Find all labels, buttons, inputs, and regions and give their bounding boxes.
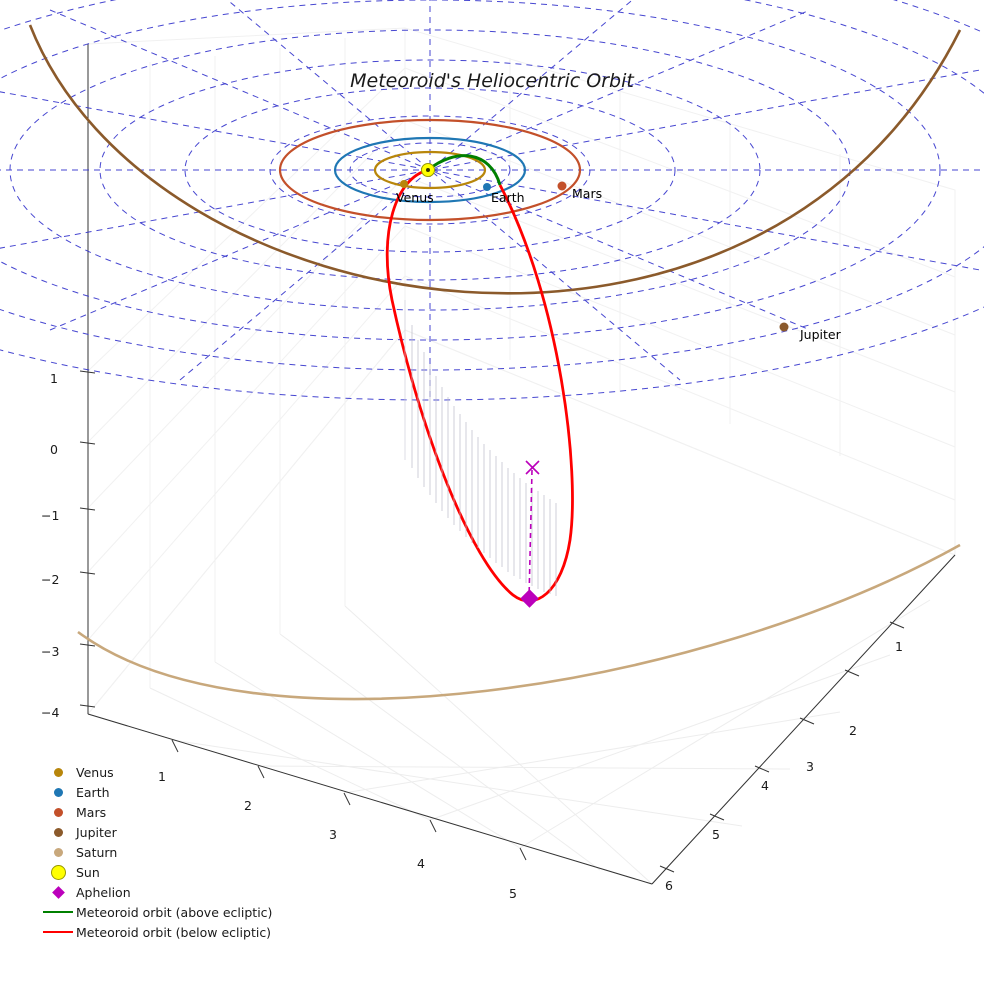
venus-marker-icon [40,768,76,777]
legend-item-meteoroid-below [40,922,340,942]
mars-marker-icon [40,808,76,817]
meteoroid-orbit [387,156,572,601]
label-mars: Mars [572,186,603,201]
z-tick-0: 0 [50,442,58,457]
legend-label-jupiter: Jupiter [76,824,117,840]
x-tick-4: 4 [761,778,769,793]
sun-marker-icon [40,865,76,880]
jupiter-orbit [30,25,960,293]
meteoroid-orbit-below-ecliptic [387,170,572,601]
z-tick-neg4: −4 [41,705,60,720]
legend-label-aphelion: Aphelion [76,884,131,900]
legend-label-sun: Sun [76,864,100,880]
y-tick-3: 3 [329,827,337,842]
legend-item-venus [40,762,340,782]
z-tick-neg3: −3 [41,644,60,659]
y-tick-1: 1 [158,769,166,784]
x-tick-3: 3 [806,759,814,774]
legend-label-saturn: Saturn [76,844,118,860]
line-swatch-icon [40,911,76,913]
z-tick-neg2: −2 [41,572,60,587]
mars-marker [558,182,567,191]
x-tick-6: 6 [665,878,673,893]
sun-core [426,168,430,172]
legend-item-mars [40,802,340,822]
saturn-marker-icon [40,848,76,857]
y-tick-2: 2 [244,798,252,813]
legend-label-meteoroid-above: Meteoroid orbit (above ecliptic) [76,904,273,920]
earth-marker [483,183,491,191]
label-venus: Venus [396,190,434,205]
legend-label-mars: Mars [76,804,107,820]
legend-label-venus: Venus [76,764,114,780]
line-swatch-icon [40,931,76,933]
jupiter-marker [780,323,789,332]
x-tick-5: 5 [712,827,720,842]
aphelion-indicator [520,461,539,608]
y-tick-4: 4 [417,856,425,871]
aphelion-marker [520,589,538,607]
planet-orbits [30,25,960,699]
legend-label-meteoroid-below: Meteoroid orbit (below ecliptic) [76,924,272,940]
legend-item-earth [40,782,340,802]
x-tick-1: 1 [895,639,903,654]
earth-marker-icon [40,788,76,797]
venus-marker [400,180,408,188]
axes-panes [88,28,955,884]
x-tick-2: 2 [849,723,857,738]
label-jupiter: Jupiter [800,327,841,342]
z-tick-1: 1 [50,371,58,386]
legend-item-meteoroid-above [40,902,340,922]
legend-item-aphelion [40,882,340,902]
label-earth: Earth [491,190,525,205]
legend-item-saturn [40,842,340,862]
chart-title: Meteoroid's Heliocentric Orbit [350,70,634,92]
chart-legend [40,762,340,942]
legend-item-sun [40,862,340,882]
y-tick-5: 5 [509,886,517,901]
legend-item-jupiter [40,822,340,842]
z-tick-neg1: −1 [41,508,60,523]
aphelion-marker-icon [40,888,76,897]
saturn-orbit [78,545,960,699]
jupiter-marker-icon [40,828,76,837]
legend-label-earth: Earth [76,784,110,800]
